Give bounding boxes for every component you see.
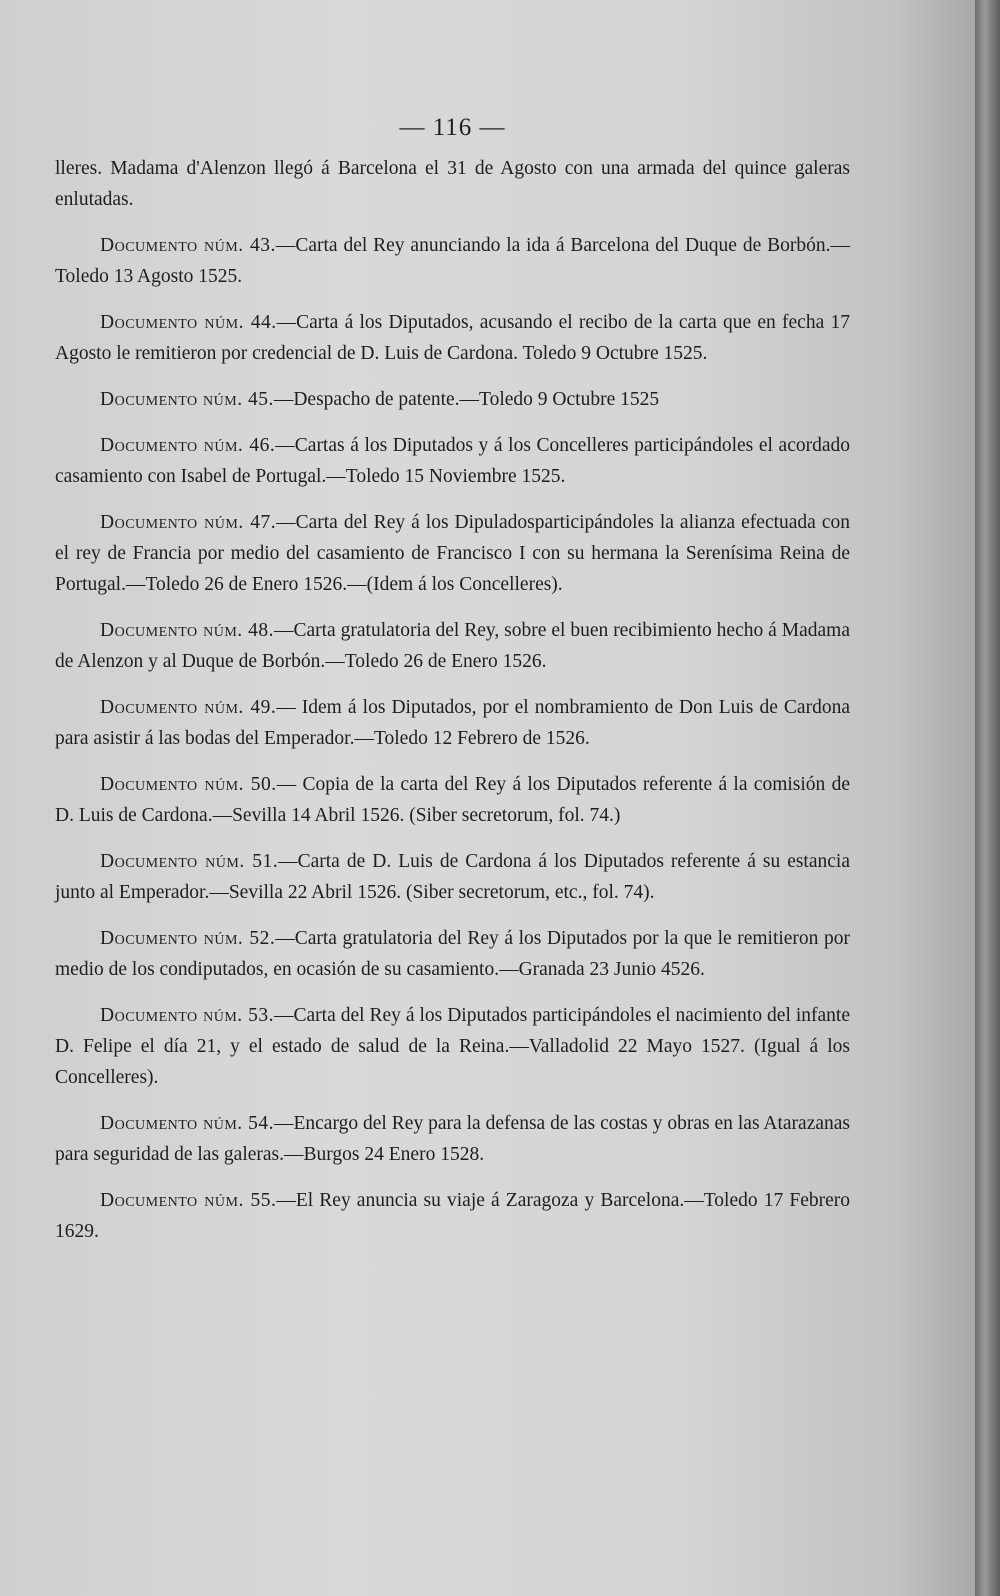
page-number: — 116 —	[399, 114, 506, 141]
document-label: Documento núm. 49.	[100, 697, 277, 718]
document-entry	[55, 507, 850, 600]
document-entry	[55, 1185, 850, 1247]
document-label: Documento núm. 50.	[100, 774, 277, 795]
document-text: —Carta á los Diputados, acusando el recibo de la carta que en fecha 17 Agosto le remitieron por credencial de D. Luis de Cardona. Toledo 9 Octubre 1525.	[55, 312, 850, 364]
document-text: — Idem á los Diputados, por el nombramiento de Don Luis de Cardona para asistir á las bodas del Emperador.—Toledo 12 Febrero de 1526.	[55, 697, 850, 749]
document-label: Documento núm. 53.	[100, 1005, 275, 1026]
book-spine	[975, 0, 1000, 1596]
document-label: Documento núm. 55.	[100, 1190, 277, 1211]
document-text: —El Rey anuncia su viaje á Zaragoza y Barcelona.—Toledo 17 Febrero 1629.	[55, 1190, 850, 1242]
document-label: Documento núm. 52.	[100, 928, 276, 949]
document-text: — Copia de la carta del Rey á los Diputados referente á la comisión de D. Luis de Cardona.—Sevilla 14 Abril 1526. (Siber secretorum, fol. 74.)	[55, 774, 850, 826]
document-entry	[55, 923, 850, 985]
document-entry	[55, 230, 850, 292]
document-text: —Carta gratulatoria del Rey á los Diputados por la que le remitieron por medio de los condiputados, en ocasión de su casamiento.—Granada 23 Junio 4526.	[55, 928, 850, 980]
document-entry	[55, 430, 850, 492]
document-text: —Carta del Rey á los Dipuladosparticipándoles la alianza efectuada con el rey de Francia por medio del casamiento de Francisco I con su hermana la Serenísima Reina de Portugal.—Toledo 26 de Enero 1526.—(Idem á los Concelleres).	[55, 512, 850, 595]
document-list	[55, 230, 850, 1247]
document-label: Documento núm. 47.	[100, 512, 277, 533]
document-entry	[55, 1108, 850, 1170]
document-entry	[55, 1000, 850, 1093]
document-entry	[55, 846, 850, 908]
document-text: —Carta del Rey anunciando la ida á Barcelona del Duque de Borbón.—Toledo 13 Agosto 1525.	[55, 235, 850, 287]
document-label: Documento núm. 45.	[100, 389, 274, 410]
document-text: —Carta gratulatoria del Rey, sobre el buen recibimiento hecho á Madama de Alenzon y al Duque de Borbón.—Toledo 26 de Enero 1526.	[55, 620, 850, 672]
document-entry	[55, 615, 850, 677]
document-entry	[55, 692, 850, 754]
document-entry	[55, 307, 850, 369]
continuation-paragraph: lleres. Madama d'Alenzon llegó á Barcelona el 31 de Agosto con una armada del quince galeras enlutadas.	[55, 158, 850, 210]
page-content	[55, 112, 850, 1262]
document-entry	[55, 384, 850, 415]
document-label: Documento núm. 48.	[100, 620, 274, 641]
document-text: —Carta del Rey á los Diputados participándoles el nacimiento del infante D. Felipe el día 21, y el estado de salud de la Reina.—Valladolid 22 Mayo 1527. (Igual á los Concelleres).	[55, 1005, 850, 1088]
document-label: Documento núm. 43.	[100, 235, 276, 256]
document-text: —Carta de D. Luis de Cardona á los Diputados referente á su estancia junto al Emperador.—Sevilla 22 Abril 1526. (Siber secretorum, etc., fol. 74).	[55, 851, 850, 903]
document-text: —Encargo del Rey para la defensa de las costas y obras en las Atarazanas para seguridad de las galeras.—Burgos 24 Enero 1528.	[55, 1113, 850, 1165]
document-label: Documento núm. 54.	[100, 1113, 274, 1134]
document-label: Documento núm. 46.	[100, 435, 276, 456]
document-label: Documento núm. 51.	[100, 851, 279, 872]
document-entry	[55, 769, 850, 831]
document-label: Documento núm. 44.	[100, 312, 277, 333]
document-text: —Cartas á los Diputados y á los Concelleres participándoles el acordado casamiento con Isabel de Portugal.—Toledo 15 Noviembre 1525.	[55, 435, 850, 487]
document-text: —Despacho de patente.—Toledo 9 Octubre 1525	[273, 389, 660, 410]
